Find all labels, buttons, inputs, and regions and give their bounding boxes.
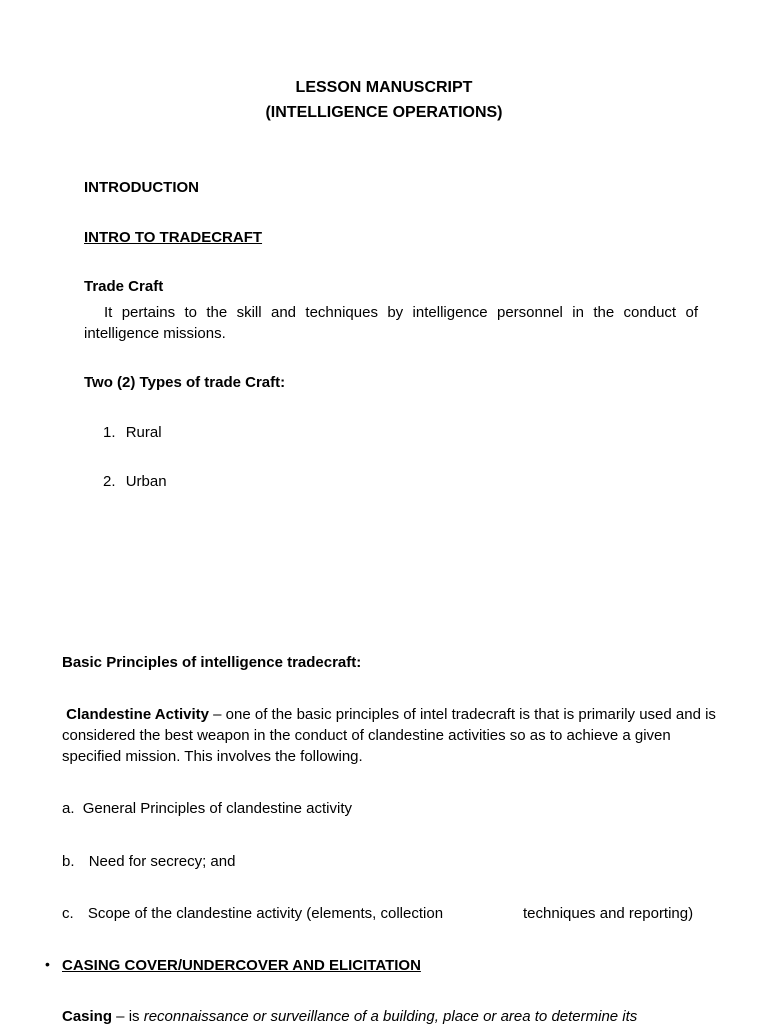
principle-label: Scope of the clandestine activity (elements, collection xyxy=(87,905,444,922)
type-item-rural xyxy=(103,422,162,443)
principle-item-a xyxy=(62,798,352,819)
principle-label: Need for secrecy; and xyxy=(88,853,236,870)
principle-label: General Principles of clandestine activity xyxy=(82,800,352,817)
principle-item-c xyxy=(62,903,443,924)
principle-letter: a. xyxy=(62,800,75,817)
casing-term: Casing xyxy=(62,1008,113,1025)
clandestine-activity-term: Clandestine Activity xyxy=(66,706,209,723)
clandestine-activity-text: – one of the basic principles of intel tradecraft is that is primarily used and is considered the best weapon in the conduct of clandestine activities so as to achieve a given specified mission. This involves the following. xyxy=(62,706,716,765)
casing-dash: – is xyxy=(112,1008,144,1025)
type-number: 2. xyxy=(103,473,116,490)
principle-letter: b. xyxy=(62,853,75,870)
type-number: 1. xyxy=(103,424,116,441)
types-heading: Two (2) Types of trade Craft: xyxy=(84,374,286,391)
bullet-icon: • xyxy=(45,956,50,972)
trade-craft-definition: It pertains to the skill and techniques by intelligence personnel in the conduct of intelligence missions. xyxy=(84,304,698,342)
casing-text: reconnaissance or surveillance of a building, place or area to determine its xyxy=(143,1008,638,1025)
title-line-1: LESSON MANUSCRIPT xyxy=(295,79,473,96)
principle-letter: c. xyxy=(62,905,74,922)
title-line-2: (INTELLIGENCE OPERATIONS) xyxy=(265,104,503,121)
type-label: Rural xyxy=(125,424,162,441)
trade-craft-heading: Trade Craft xyxy=(84,278,164,295)
introduction-heading: INTRODUCTION xyxy=(84,179,199,196)
clandestine-activity-paragraph xyxy=(62,704,722,767)
basic-principles-heading: Basic Principles of intelligence tradecraft: xyxy=(62,654,362,671)
principle-item-b xyxy=(62,851,235,872)
principle-item-c-tail: techniques and reporting) xyxy=(523,905,694,922)
casing-section-heading: CASING COVER/UNDERCOVER AND ELICITATION xyxy=(62,957,421,974)
intro-to-tradecraft-heading: INTRO TO TRADECRAFT xyxy=(84,229,263,246)
type-item-urban xyxy=(103,471,167,492)
type-label: Urban xyxy=(125,473,167,490)
